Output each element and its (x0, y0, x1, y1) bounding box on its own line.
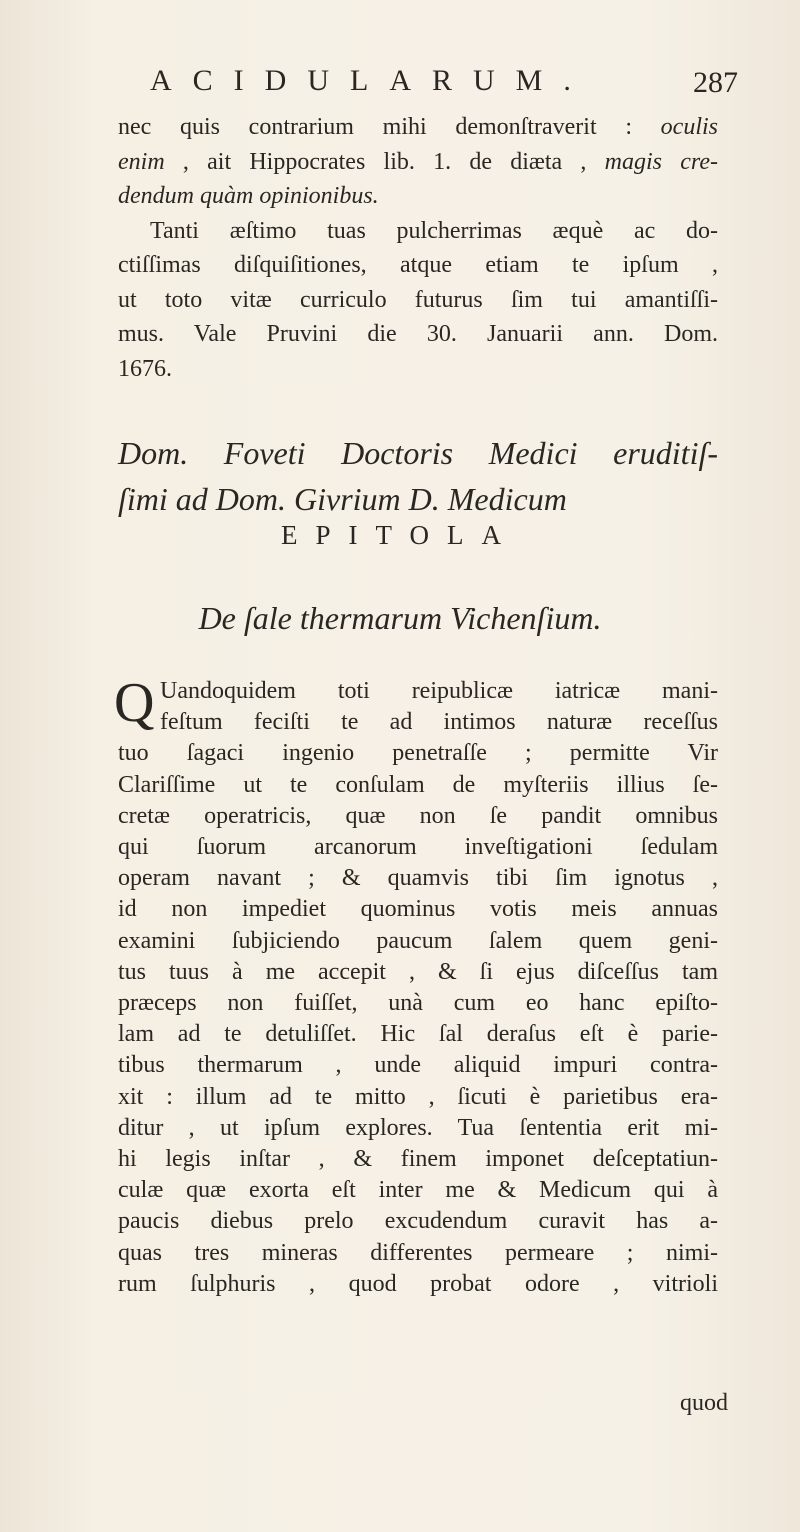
catchword: quod (680, 1390, 728, 1416)
letter-closing-text (118, 110, 718, 386)
text-line: quas tres mineras differentes permeare ; nimi- (118, 1239, 718, 1266)
text-line: examini ſubjiciendo paucum ſalem quem geni- (118, 927, 718, 954)
text-line: mus. Vale Pruvini die 30. Januarii ann. Dom. (118, 321, 718, 347)
text-line: dendum quàm opinionibus. (118, 183, 379, 209)
text-line: Clariſſime ut te conſulam de myſteriis illius ſe- (118, 771, 718, 798)
text-line: qui ſuorum arcanorum inveſtigationi ſedulam (118, 834, 718, 861)
text-line: tuo ſagaci ingenio penetraſſe ; permitte Vir (118, 740, 718, 767)
page-number: 287 (693, 66, 738, 99)
drop-cap: Q (114, 672, 155, 734)
address-line: ſimi ad Dom. Givrium D. Medicum (118, 481, 567, 517)
text-line: Tanti æſtimo tuas pulcherrimas æquè ac do- (150, 217, 718, 244)
text-line: tus tuus à me accepit , & ſi ejus diſceſſus tam (118, 958, 718, 985)
text-line: rum ſulphuris , quod probat odore , vitrioli (118, 1270, 718, 1297)
text-line: operam navant ; & quamvis tibi ſim ignotus , (118, 865, 718, 892)
text-line: paucis diebus prelo excudendum curavit has a- (118, 1208, 718, 1235)
letter-body (114, 672, 718, 1300)
text-line: 1676. (118, 355, 172, 382)
letter-title: EPITOLA (281, 520, 519, 550)
text-line: feſtum feciſti te ad intimos naturæ receſſus (160, 709, 718, 736)
text-line: id non impediet quominus votis meis annuas (118, 896, 718, 923)
text-line: cretæ operatricis, quæ non ſe pandit omnibus (118, 802, 718, 829)
letter-address (118, 430, 718, 522)
text-line: Q Uandoquidem toti reipublicæ iatricæ mani- (114, 672, 718, 734)
running-head: ACIDULARUM. (150, 64, 592, 97)
text-line: xit : illum ad te mitto , ſicuti è parietibus era- (118, 1083, 718, 1110)
text-line: lam ad te detuliſſet. Hic ſal deraſus eſt è parie- (118, 1021, 718, 1048)
text-line: hi legis inſtar , & finem imponet deſceptatiun- (118, 1146, 718, 1173)
text-line: præceps non fuiſſet, unà cum eo hanc epiſto- (118, 990, 718, 1017)
text-line: nec quis contrarium mihi demonſtraverit : oculis (118, 114, 718, 140)
text-line: enim , ait Hippocrates lib. 1. de diæta , magis cre- (118, 148, 718, 175)
text-line: tibus thermarum , unde aliquid impuri contra- (118, 1052, 718, 1079)
text-line: culæ quæ exorta eſt inter me & Medicum qui à (118, 1177, 718, 1204)
letter-subtitle: De ſale thermarum Vichenſium. (198, 600, 602, 636)
address-line: Dom. Foveti Doctoris Medici eruditiſ- (118, 435, 718, 471)
text-line: ctiſſimas diſquiſitiones, atque etiam te ipſum , (118, 252, 718, 278)
text-line: ditur , ut ipſum explores. Tua ſententia erit mi- (118, 1114, 718, 1141)
text-line: ut toto vitæ curriculo futurus ſim tui amantiſſi- (118, 286, 718, 313)
